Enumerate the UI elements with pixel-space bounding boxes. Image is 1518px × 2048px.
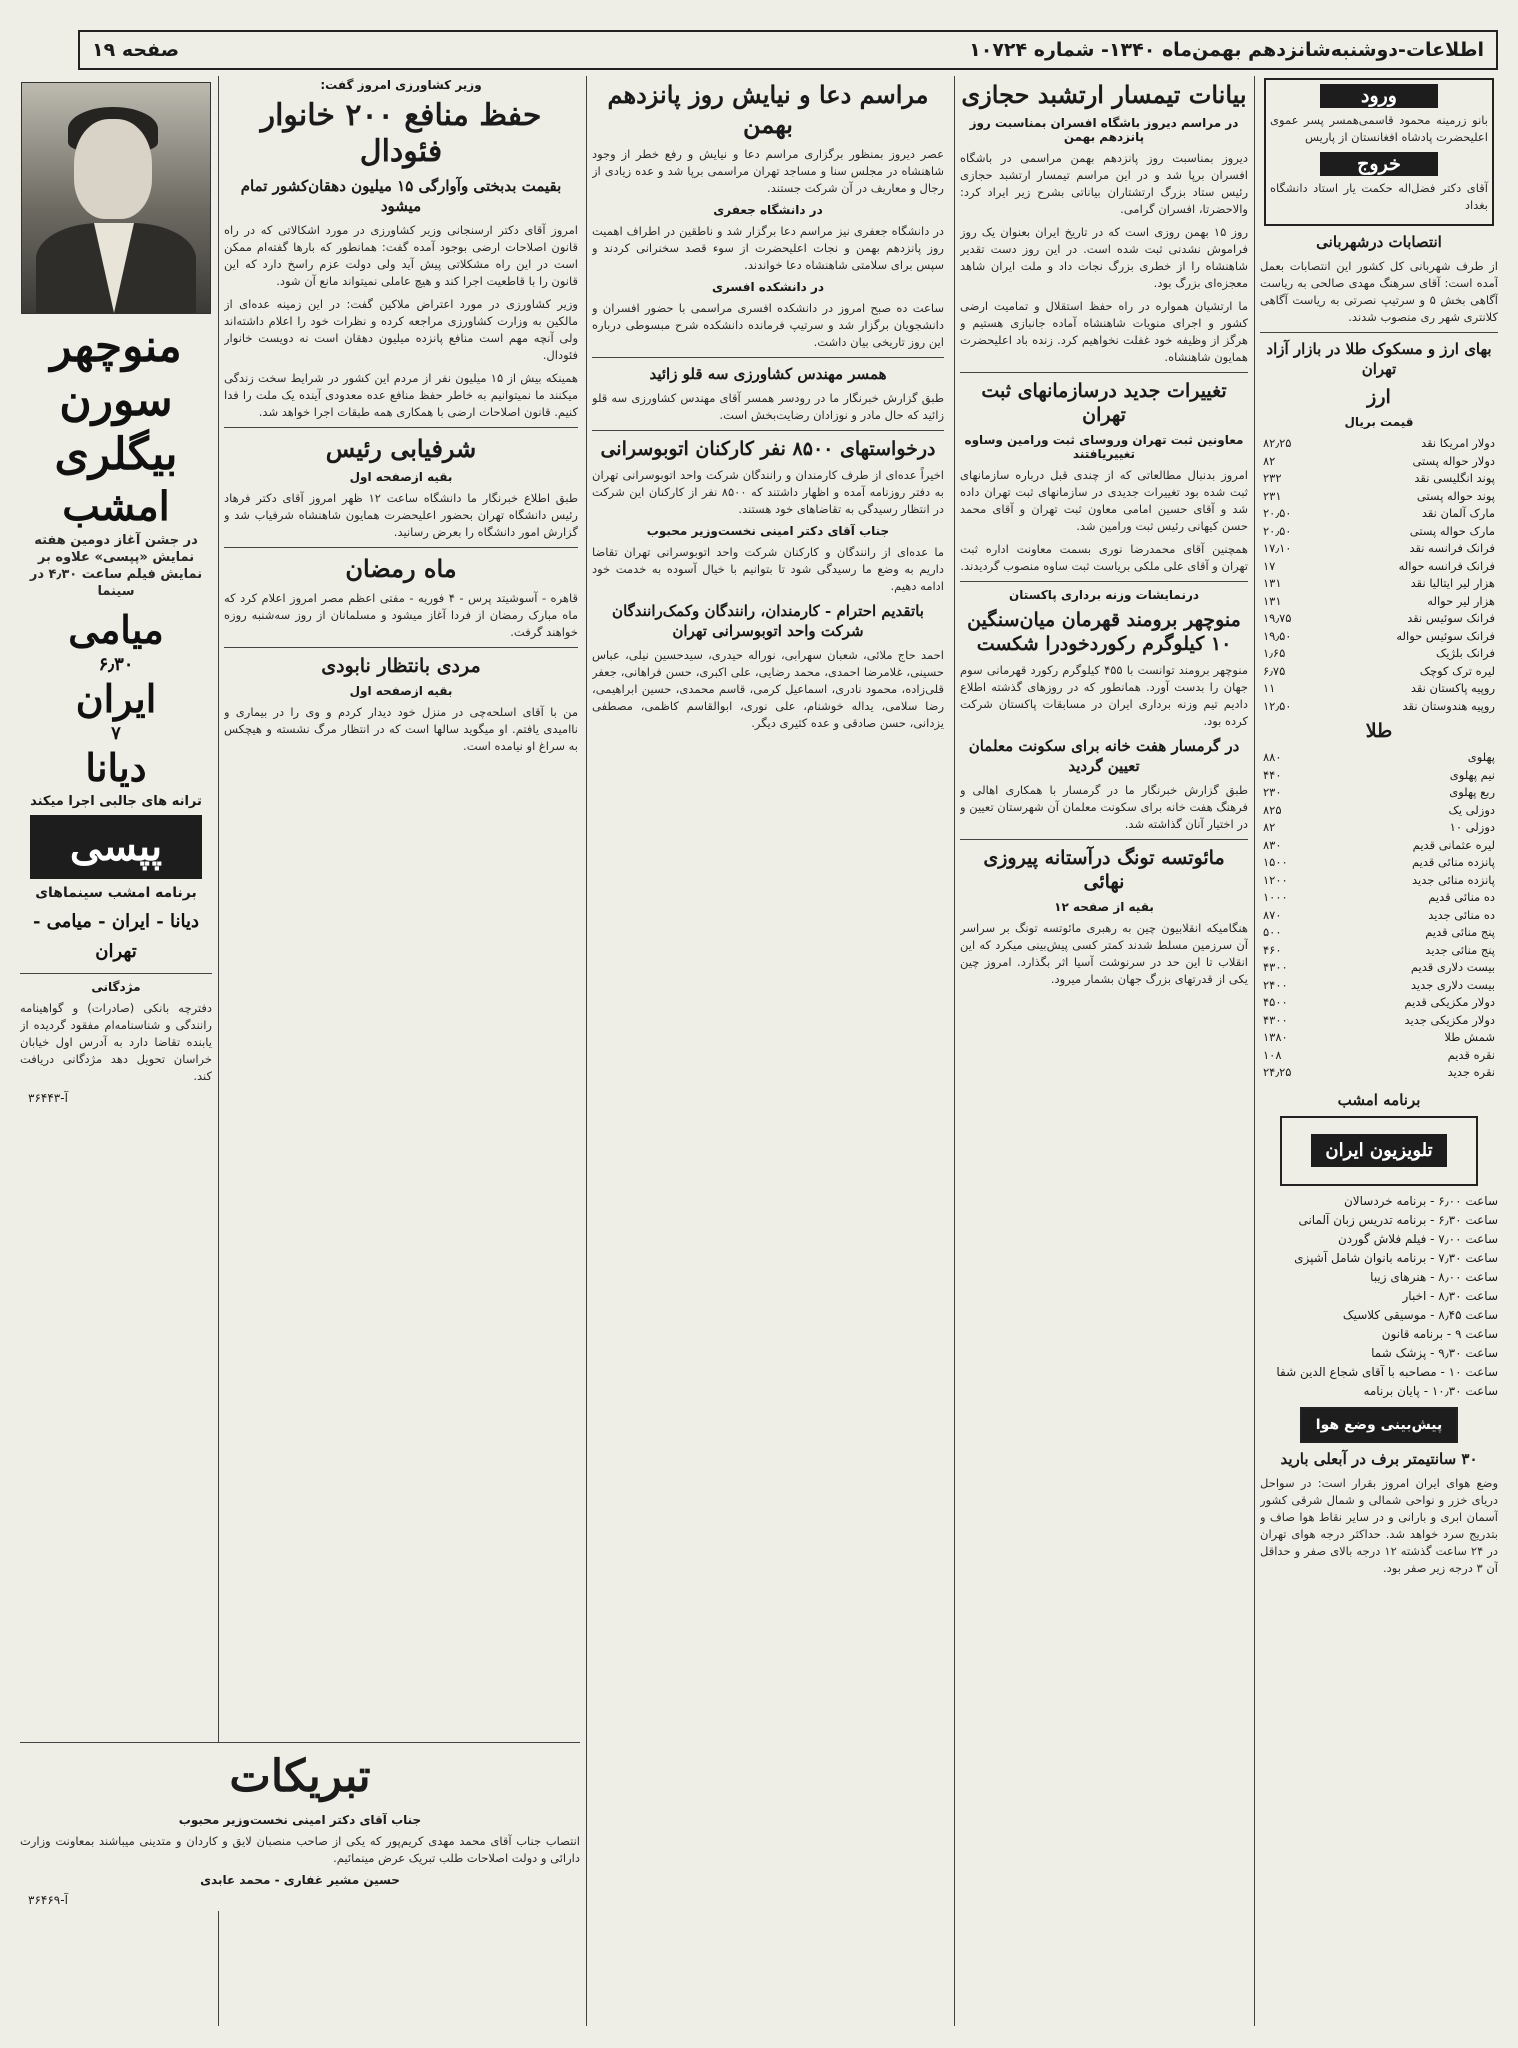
currency-row <box>1260 505 1498 523</box>
ad-time2: ۷ <box>111 723 121 744</box>
gold-row <box>1260 854 1498 872</box>
currency-value: ۱۷ <box>1263 558 1276 573</box>
congrats-block <box>20 1742 580 1911</box>
mao-headline: مائوتسه تونگ درآستانه پیروزی نهائی <box>983 847 1225 893</box>
currency-row <box>1260 575 1498 593</box>
triplets-p1: طبق گزارش خبرنگار ما در رودسر همسر آقای مهندس کشاورزی سه قلو زائید که حال مادر و نوزادان رضایت‌بخش است. <box>592 391 944 422</box>
gold-name: نیم پهلوی <box>1449 767 1495 782</box>
currency-name: دولار حواله پستی <box>1412 453 1495 468</box>
gold-name: شمش طلا <box>1444 1030 1495 1044</box>
currency-value: ۱٫۶۵ <box>1263 646 1286 660</box>
triplets-headline: همسر مهندس کشاورزی سه قلو زائید <box>649 365 887 383</box>
prayer-p2: در دانشگاه جعفری نیز مراسم دعا برگزار شد و ناطقین در اطراف اهمیت روز پانزدهم بهمن و نجات اعلیحضرت از سوء قصد سخنرانی کردند و سپس برای سلامتی شاهنشاه دعا خواندند. <box>592 224 944 272</box>
gold-row <box>1260 1047 1498 1065</box>
arrivals-title: ورود <box>1320 84 1438 108</box>
currency-row <box>1260 680 1498 698</box>
waiting-headline: مردی بانتظار نابودی <box>321 655 481 677</box>
appointments-text: از طرف شهربانی کل کشور این انتصابات بعمل آمده است: آقای سرهنگ مهدی صالحی به ریاست آگاهی بخش ۵ و سرتیپ نصرتی به ریاست آگاهی کلانتری شهر ری منصوب شدند. <box>1260 259 1498 324</box>
gold-row <box>1260 802 1498 820</box>
currency-row <box>1260 593 1498 611</box>
gold-value: ۱۳۸۰ <box>1263 1030 1288 1044</box>
currency-value: ۲۰٫۵۰ <box>1263 506 1292 520</box>
currency-row <box>1260 698 1498 716</box>
gold-row <box>1260 1012 1498 1030</box>
gold-value: ۸۷۰ <box>1263 907 1282 922</box>
currency-value: ۲۰٫۵۰ <box>1263 523 1292 538</box>
registry-headline: تغییرات جدید درسازمانهای ثبت تهران <box>981 380 1227 426</box>
gold-value: ۱۰۸ <box>1263 1047 1282 1062</box>
gold-value: ۲۴٫۲۵ <box>1263 1065 1292 1079</box>
currency-name: فرانک سوئیس حواله <box>1396 628 1495 643</box>
prayer-headline: مراسم دعا و نیایش روز پانزدهم بهمن <box>607 80 929 139</box>
gold-name: نقره جدید <box>1447 1065 1495 1079</box>
tv-schedule-item: ساعت ۶٫۳۰ - برنامه تدریس زبان آلمانی <box>1298 1212 1498 1227</box>
bus-p2: ما عده‌ای از رانندگان و کارکنان شرکت واحد اتوبوسرانی تهران تقاضا داریم به وضع ما رسیدگی شود تا بتوانیم با خیال آسوده به خدمت خود ادامه دهیم. <box>592 545 944 593</box>
congrats-text: انتصاب جناب آقای محمد مهدی کریم‌پور که یکی از صاحب منصبان لایق و کاردان و متدینی میباشند بمعاونت وزارت دارائی و دولت اصلاحات طلب تبریک عرض مینمائیم. <box>20 1834 580 1865</box>
ad-cinema2: ایران <box>75 676 157 721</box>
notice-text: دفترچه بانکی (صادرات) و گواهینامه رانندگی و شناسنامه‌ام مفقود گردیده از یابنده تقاضا دارد به آدرس اول خیابان خراسان تحویل دهد مژدگانی دریافت کند. <box>20 1001 212 1083</box>
tv-schedule-item: ساعت ۱۰ - مصاحبه با آقای شجاع الدین شفا <box>1276 1364 1498 1379</box>
weightlifting-kicker: درنمایشات وزنه برداری پاکستان <box>1008 588 1200 602</box>
notice-code: آ-۳۶۴۴۳ <box>28 1091 68 1105</box>
currency-value: ۱۹٫۷۵ <box>1263 611 1292 625</box>
currency-row <box>1260 470 1498 488</box>
congrats-subtitle: جناب آقای دکتر امینی نخست‌وزیر محبوب <box>178 1813 422 1827</box>
vizier-p1: امروز آقای دکتر ارسنجانی وزیر کشاورزی در مورد اشکالاتی که در راه قانون اصلاحات ارضی بوجود آمده گفت: همانطور که بارها گفته‌ام ممکن است در این راه مشکلاتی پیش آید ولی دولت عزم راسخ دارد که این قانون را با قاطعیت اجرا کند و هیچ عاملی نمیتواند مانع آن شود. <box>224 223 578 288</box>
gold-row <box>1260 819 1498 837</box>
currency-row <box>1260 645 1498 663</box>
currency-value: ۱۷٫۱۰ <box>1263 541 1292 555</box>
bus-p1: اخیراً عده‌ای از طرف کارمندان و رانندگان شرکت واحد اتوبوسرانی تهران به دفتر روزنامه آمده و اظهار داشتند که ۸۵۰۰ نفر از کارکنان این شرکت در انتظار رسیدگی به تقاضاهای خود هستند. <box>592 468 944 516</box>
gold-value: ۵۰۰ <box>1263 925 1282 939</box>
registry-p1: امروز بدنبال مطالعاتی که از چندی قبل درباره سازمانهای ثبت شده بود تغییرات جدیدی در سازمانهای ثبت تهران داده شد و آقای حسین امامی معاون ثبت تهران و آقای محمد حسن کیهانی رئیس ثبت ورامین شد. <box>960 468 1248 533</box>
currency-name: مارک حواله پستی <box>1409 523 1495 538</box>
masthead: اطلاعات-دوشنبه‌شانزدهم بهمن‌ماه ۱۳۴۰- شماره ۱۰۷۲۴ <box>969 39 1484 61</box>
bus-signers: احمد حاج ملائی، شعبان سهرابی، نوراله حیدری، سیدحسین نیلی، عباس حسینی، غلامرضا احمدی، محمد رضایی، علی اکبری، حسن فراهانی، جعفر قلی‌زاده، محمود نادری، اسماعیل کرمی، قاسم محمدی، حسین ابراهیمی، رضا سلامی، یداله خوشنام، علی نوری، ابوالقاسم کاظمی، مصطفی یزدانی، حسن صادقی و عده کثیری دیگر. <box>592 648 944 730</box>
prayer-sub1: در دانشگاه جعفری <box>713 203 823 217</box>
portrait-photo <box>21 82 211 314</box>
gold-row <box>1260 994 1498 1012</box>
ad-name3: بیگلری <box>54 429 178 480</box>
gold-row <box>1260 749 1498 767</box>
gold-name: پنج منائی جدید <box>1425 942 1495 957</box>
currency-row <box>1260 663 1498 681</box>
ad-event: در جشن آغاز دومین هفته نمایش «پپسی» علاوه بر نمایش فیلم ساعت ۴٫۳۰ در سینما <box>29 533 203 599</box>
col-news <box>960 76 1248 994</box>
gold-value: ۸۸۰ <box>1263 750 1282 764</box>
ramadan-p1: قاهره - آسوشیتد پرس - ۴ فوریه - مفتی اعظم مصر امروز اعلام کرد که ماه مبارک رمضان از فردا آغاز میشود و مسلمانان از روز سه‌شنبه روزه خواهند گرفت. <box>224 591 578 639</box>
currency-name: هزار لیر حواله <box>1427 593 1495 608</box>
currency-value: ۱۱ <box>1263 681 1276 695</box>
bus-address: جناب آقای دکتر امینی نخست‌وزیر محبوب <box>646 524 890 538</box>
gold-value: ۱۵۰۰ <box>1263 855 1288 869</box>
gold-row <box>1260 907 1498 925</box>
tv-schedule-item: ساعت ۷٫۰۰ - فیلم فلاش گوردن <box>1337 1231 1498 1246</box>
gold-row <box>1260 1064 1498 1082</box>
prayer-sub2: در دانشکده افسری <box>711 280 825 294</box>
audience-subhead: بقیه ازصفحه اول <box>349 470 453 484</box>
tv-schedule-item: ساعت ۷٫۳۰ - برنامه بانوان شامل آشپزی <box>1294 1250 1498 1265</box>
currency-name: پوند انگلیسی نقد <box>1414 471 1495 485</box>
gold-table <box>1260 749 1498 1082</box>
currency-value: ۱۳۱ <box>1263 593 1282 608</box>
congrats-title: تبریکات <box>229 1751 371 1802</box>
currency-row <box>1260 558 1498 576</box>
ad-note: ترانه های جالبی اجرا میکند <box>30 794 202 809</box>
tv-schedule-item: ساعت ۸٫۰۰ - هنرهای زیبا <box>1370 1269 1498 1284</box>
currency-value: ۸۲٫۲۵ <box>1263 436 1292 450</box>
currency-row <box>1260 453 1498 471</box>
gold-row <box>1260 959 1498 977</box>
vizier-subhead: بقیمت بدبختی وآوارگی ۱۵ میلیون دهقان‌کشور تمام میشود <box>240 177 562 215</box>
mao-p1: هنگامیکه انقلابیون چین به رهبری مائوتسه تونگ بر سراسر آن سرزمین مسلط شدند کمتر کسی پیش‌بینی میکرد که این انقلاب تا این حد در سرنوشت آسیا اثر بگذارد. امروز چین یکی از قدرتهای بزرگ جهان بشمار میرود. <box>960 921 1248 986</box>
audience-p1: طبق اطلاع خبرنگار ما دانشگاه ساعت ۱۲ ظهر امروز آقای دکتر فرهاد رئیس دانشگاه تهران بحضور اعلیحضرت همایون شاهنشاه شرفیاب شد و گزارش امور دانشگاه را بعرض رسانید. <box>224 491 578 539</box>
currency-name: پوند حواله پستی <box>1416 488 1495 503</box>
currency-value: ۱۲٫۵۰ <box>1263 698 1292 713</box>
col-rates <box>1260 76 1498 1583</box>
garmsar-p1: طبق گزارش خبرنگار ما در گرمسار با همکاری اهالی و فرهنگ هفت خانه برای سکونت معلمان آن شهرستان تعیین و در اختیار آنان گذاشته شد. <box>960 783 1248 831</box>
currency-value: ۲۳۲ <box>1263 471 1282 485</box>
weather-title: پیش‌بینی وضع هوا <box>1300 1407 1458 1443</box>
hejazi-p1: دیروز بمناسبت روز پانزدهم بهمن مراسمی در باشگاه افسران برپا شد و در این مراسم تیمسار ارتشبد حجازی رئیس ستاد بزرگ ارتشتاران بیاناتی بشرح زیر ایراد کرد: والاحضرتا، افسران گرامی. <box>960 151 1248 216</box>
gold-name: لیره عثمانی قدیم <box>1412 837 1495 852</box>
vizier-headline: حفظ منافع ۲۰۰ خانوار فئودال <box>260 98 542 169</box>
currency-name: روپیه هندوستان نقد <box>1402 698 1495 713</box>
gold-name: دولار مکزیکی قدیم <box>1404 995 1495 1009</box>
arrivals-box <box>1264 78 1494 226</box>
gold-name: بیست دلاری قدیم <box>1410 960 1495 974</box>
gold-name: پهلوی <box>1467 750 1495 764</box>
page-header <box>78 30 1498 70</box>
ad-time1: ۶٫۳۰ <box>98 654 134 675</box>
vizier-kicker: وزیر کشاورزی امروز گفت: <box>320 78 482 92</box>
currency-name: مارک آلمان نقد <box>1421 506 1495 520</box>
tv-schedule-item: ساعت ۹٫۳۰ - پزشک شما <box>1371 1345 1498 1360</box>
gold-row <box>1260 784 1498 802</box>
weightlifting-p1: منوچهر برومند توانست با ۴۵۵ کیلوگرم رکورد قهرمانی سوم جهان را بدست آورد. همانطور که در روزهای گذشته اطلاع دادیم تیم وزنه برداری ایران در مسابقات پاکستان شرکت کرده بود. <box>960 663 1248 728</box>
gold-name: دوزلی ۱۰ <box>1449 820 1495 834</box>
currency-table <box>1260 435 1498 715</box>
currency-row <box>1260 610 1498 628</box>
garmsar-headline: در گرمسار هفت خانه برای سکونت معلمان تعیین گردید <box>968 737 1240 775</box>
gold-value: ۱۲۰۰ <box>1263 872 1288 887</box>
gold-name: ده منائی جدید <box>1428 907 1495 922</box>
currency-value: ۶٫۷۵ <box>1263 663 1286 678</box>
gold-value: ۲۴۰۰ <box>1263 977 1288 992</box>
currency-name: فرانک بلژیک <box>1435 646 1495 660</box>
currency-row <box>1260 435 1498 453</box>
waiting-p1: من با آقای اسلحه‌چی در منزل خود دیدار کردم و وی را در بیماری و ناامیدی یافتم. او میگوید سالها است که در انتظار مرگ نشسته و هیچکس به سراغ او نیامده است. <box>224 705 578 753</box>
tv-logo: تلویزیون ایران <box>1311 1134 1446 1167</box>
bus-headline: درخواستهای ۸۵۰۰ نفر کارکنان اتوبوسرانی <box>600 438 936 460</box>
currency-value: ۸۲ <box>1263 453 1276 468</box>
weather-headline: ۳۰ سانتیمتر برف در آبعلی بارید <box>1280 1449 1478 1468</box>
weather-body: وضع هوای ایران امروز بقرار است: در سواحل دریای خزر و نواحی شمالی و شمال شرقی کشور آسمان ابری و بارانی و در سایر نقاط هوا صاف و بتدریج سرد خواهد شد. حداکثر درجه هوای تهران در ۲۴ ساعت گذشته ۱۲ درجه بالای صفر و حداقل آن ۳ درجه زیر صفر بود. <box>1260 1475 1498 1575</box>
gold-name: پنج منائی قدیم <box>1425 925 1495 939</box>
currency-value: ۲۳۱ <box>1263 488 1282 503</box>
arrivals-text: بانو زرمینه محمود قاسمی‌همسر پسر عموی اعلیحضرت پادشاه افغانستان از پاریس <box>1270 113 1488 144</box>
mao-subhead: بقیه از صفحه ۱۲ <box>1054 900 1154 914</box>
hejazi-subhead: در مراسم دیروز باشگاه افسران بمناسبت روز پانزدهم بهمن <box>969 116 1239 144</box>
registry-p2: همچنین آقای محمدرضا نوری بسمت معاونت اداره ثبت تهران و آقای علی ملکی بریاست ثبت ساوه منصوب گردیدند. <box>960 542 1248 573</box>
gold-name: دولار مکزیکی جدید <box>1404 1012 1495 1027</box>
tv-schedule-item: ساعت ۶٫۰۰ - برنامه خردسالان <box>1343 1193 1498 1208</box>
unit-label: قیمت بریال <box>1344 415 1414 429</box>
hejazi-headline: بیانات تیمسار ارتشبد حجازی <box>961 80 1247 109</box>
gold-row <box>1260 942 1498 960</box>
program-cinemas: دیانا - ایران - میامی - تهران <box>32 911 200 962</box>
currency-value: ۱۹٫۵۰ <box>1263 628 1292 643</box>
currency-row <box>1260 540 1498 558</box>
currency-value: ۱۳۱ <box>1263 576 1282 590</box>
prayer-p3: ساعت ده صبح امروز در دانشکده افسری مراسمی با حضور افسران و دانشجویان برگزار شد و سرتیپ فرمانده دانشکده شرح مبسوطی درباره این روز تاریخی بیان داشت. <box>592 301 944 349</box>
gold-name: پانزده منائی قدیم <box>1411 855 1495 869</box>
ad-name1: منوچهر <box>50 321 182 372</box>
currency-name: فرانک فرانسه حواله <box>1398 558 1495 573</box>
gold-value: ۱۰۰۰ <box>1263 890 1288 904</box>
gold-value: ۸۲ <box>1263 820 1276 834</box>
ad-cinema1: میامی <box>68 607 164 652</box>
gold-name: ربع پهلوی <box>1449 785 1495 799</box>
tv-title: برنامه امشب <box>1337 1090 1421 1109</box>
gold-row <box>1260 767 1498 785</box>
gold-row <box>1260 977 1498 995</box>
col-vizier <box>224 76 578 761</box>
tv-schedule-item: ساعت ۸٫۴۵ - موسیقی کلاسیک <box>1342 1307 1498 1322</box>
weightlifting-headline: منوچهر برومند قهرمان میان‌سنگین ۱۰ کیلوگرم رکوردخودرا شکست <box>967 609 1241 655</box>
tv-logo-box <box>1280 1116 1478 1186</box>
gold-name: ده منائی قدیم <box>1428 890 1495 904</box>
gold-name: دوزلی یک <box>1448 802 1495 817</box>
currency-row <box>1260 628 1498 646</box>
col-ad <box>20 76 212 1109</box>
tv-schedule-item: ساعت ۹ - برنامه قانون <box>1381 1326 1498 1341</box>
ramadan-headline: ماه رمضان <box>345 554 457 583</box>
gold-value: ۸۳۰ <box>1263 837 1282 852</box>
gold-value: ۴۳۰۰ <box>1263 960 1288 974</box>
gold-row <box>1260 924 1498 942</box>
congrats-code: آ-۳۶۴۶۹ <box>28 1893 68 1907</box>
ad-tonight: امشب <box>62 483 170 530</box>
currency-name: دولار امریکا نقد <box>1421 436 1495 450</box>
page-number: صفحه ۱۹ <box>92 39 180 61</box>
gold-row <box>1260 889 1498 907</box>
rates-title: بهای ارز و مسکوک طلا در بازار آزاد تهران <box>1266 340 1492 378</box>
gold-name: بیست دلاری جدید <box>1410 977 1495 992</box>
gold-value: ۸۲۵ <box>1263 802 1282 817</box>
gold-heading: طلا <box>1365 720 1393 742</box>
ad-name2: سورن <box>59 375 173 426</box>
currency-name: هزار لیر ایتالیا نقد <box>1410 576 1495 590</box>
currency-row <box>1260 488 1498 506</box>
col-prayer <box>592 76 944 738</box>
gold-value: ۲۳۰ <box>1263 785 1282 799</box>
gold-row <box>1260 1029 1498 1047</box>
gold-value: ۴۳۰۰ <box>1263 1012 1288 1027</box>
gold-name: پانزده منائی جدید <box>1411 872 1495 887</box>
gold-name: نقره قدیم <box>1447 1047 1495 1062</box>
program-title: برنامه امشب سینماهای <box>35 885 197 901</box>
registry-subhead: معاونین ثبت تهران وروسای ثبت ورامین وساوه تغییریافتند <box>964 433 1244 461</box>
gold-value: ۴۴۰ <box>1263 767 1282 782</box>
appointments-title: انتصابات درشهربانی <box>1316 233 1442 251</box>
prayer-p1: عصر دیروز بمنظور برگزاری مراسم دعا و نیایش و رفع خطر از وجود شاهنشاه در مجلس سنا و مساجد تهران مراسمی برپا شد و عده زیادی از رجال و معاریف در آن شرکت جستند. <box>592 147 944 195</box>
hejazi-p3: ما ارتشیان همواره در راه حفظ استقلال و تمامیت ارضی کشور و اجرای منویات شاهنشاه آماده جانبازی هستیم و هرگز از وظیفه خود غفلت نخواهیم کرد. زنده باد اعلیحضرت همایون شاهنشاه. <box>960 299 1248 364</box>
currency-name: فرانک سوئیس نقد <box>1407 611 1495 625</box>
currency-name: فرانک فرانسه نقد <box>1409 541 1495 555</box>
tv-schedule-item: ساعت ۸٫۳۰ - اخبار <box>1402 1288 1498 1303</box>
pepsi-logo: پپسی <box>30 815 202 879</box>
tv-schedule <box>1260 1192 1498 1401</box>
departures-text: آقای دکتر فضل‌اله حکمت یار استاد دانشگاه بغداد <box>1270 181 1488 212</box>
hejazi-p2: روز ۱۵ بهمن روزی است که در تاریخ ایران بعنوان یک روز فراموش نشدنی ثبت شده است. در این روز دست تقدیر شاهنشاه را از خطری بزرگ نجات داد و ملت ایران شاهد معجزه‌ای بزرگ بود. <box>960 225 1248 290</box>
vizier-p2: وزیر کشاورزی در مورد اعتراض ملاکین گفت: در این زمینه عده‌ای از مالکین به وزارت کشاورزی مراجعه کرده و نظرات خود را اعلام داشته‌اند ولی آنچه مهم است منافع پانزده میلیون دهقان است نه دویست خانوار فئودال. <box>224 297 578 362</box>
gold-row <box>1260 872 1498 890</box>
tv-schedule-item: ساعت ۱۰٫۳۰ - پایان برنامه <box>1363 1383 1498 1398</box>
bus-signers-title: باتقدیم احترام - کارمندان، رانندگان وکمک‌رانندگان شرکت واحد اتوبوسرانی تهران <box>612 602 924 640</box>
departures-title: خروج <box>1320 152 1438 176</box>
ad-cinema3: دیانا <box>85 745 147 790</box>
congrats-signers: حسین مشیر غفاری - محمد عابدی <box>200 1873 400 1887</box>
gold-row <box>1260 837 1498 855</box>
gold-value: ۴۵۰۰ <box>1263 995 1288 1009</box>
gold-value: ۴۶۰ <box>1263 942 1282 957</box>
audience-headline: شرفیابی رئیس <box>325 434 477 463</box>
waiting-subhead: بقیه ازصفحه اول <box>349 684 453 698</box>
currency-name: روپیه پاکستان نقد <box>1410 681 1495 695</box>
vizier-p3: همینکه بیش از ۱۵ میلیون نفر از مردم این کشور در شرایط سخت زندگی میکنند ما نمیتوانیم به خاطر حفظ منافع عده معدودی آینده یک ملت را فدا کنیم. قانون اصلاحات ارضی با همکاری همه طبقات اجرا خواهد شد. <box>224 371 578 419</box>
currency-row <box>1260 523 1498 541</box>
currency-name: لیره ترک کوچک <box>1419 663 1495 678</box>
notice-title: مژدگانی <box>91 980 141 994</box>
currency-heading: ارز <box>1367 386 1391 408</box>
